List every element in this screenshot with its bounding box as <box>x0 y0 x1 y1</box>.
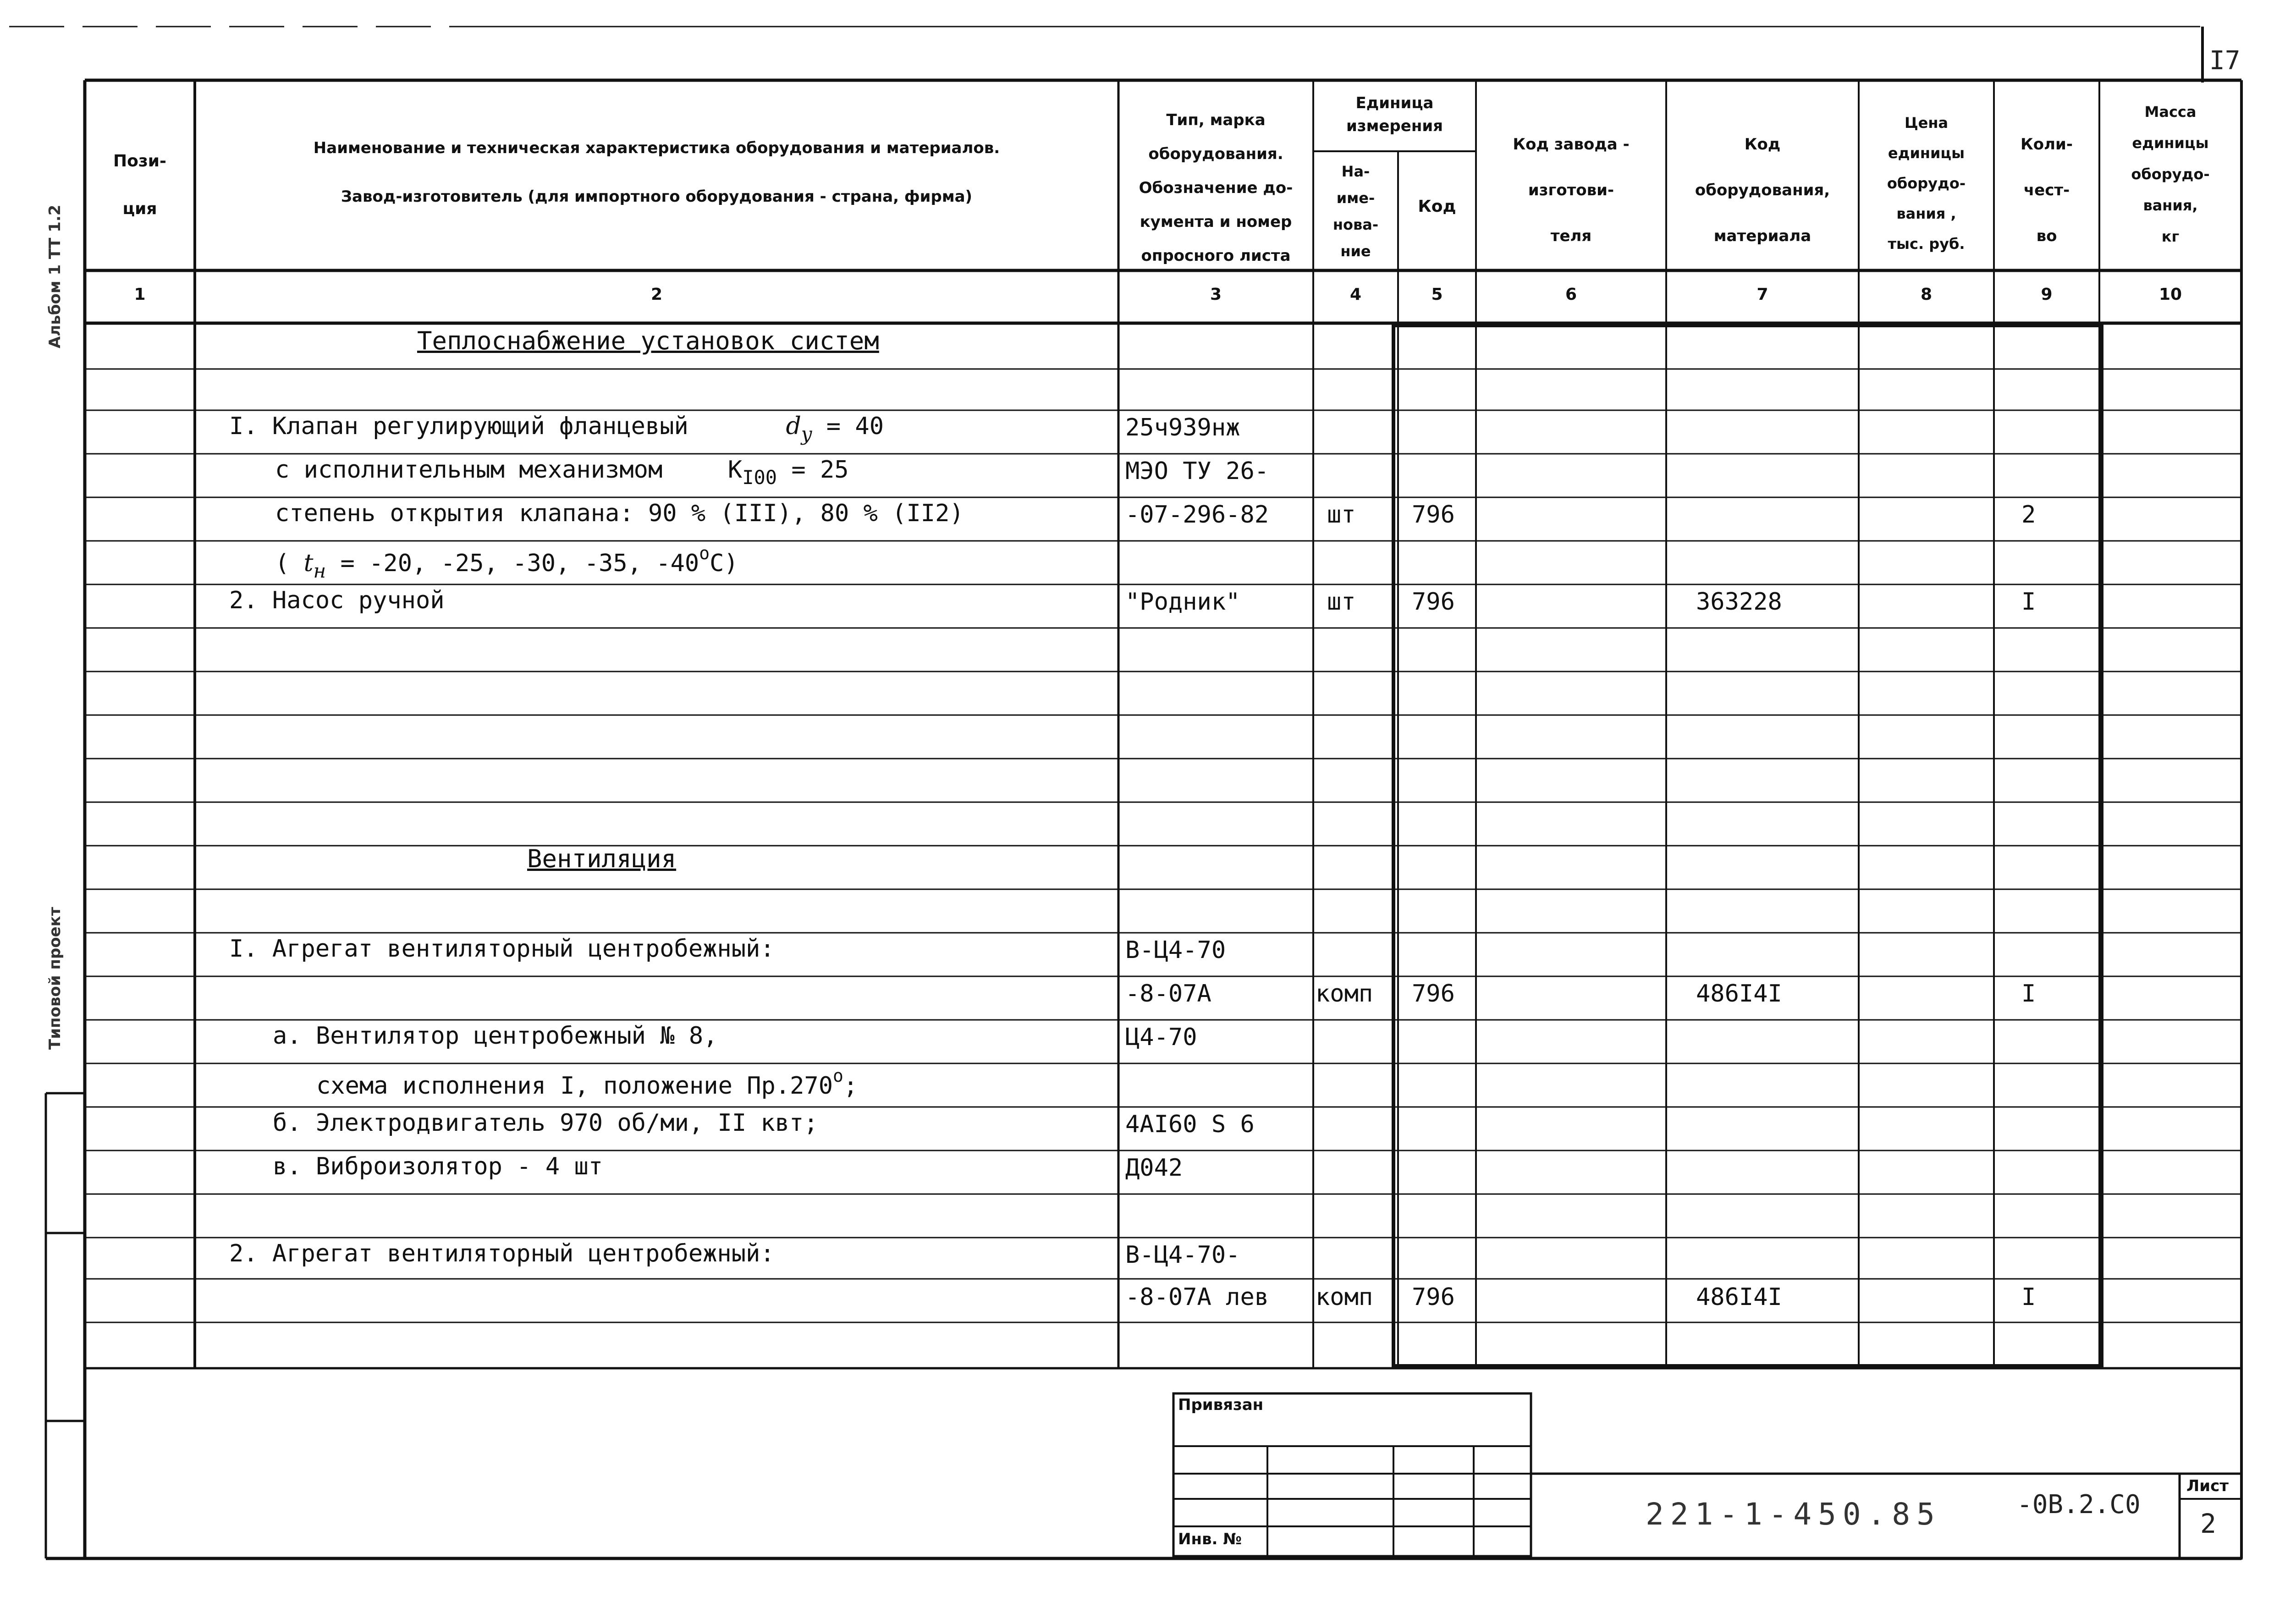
side-label-album: Альбом 1 ТТ 1.2 <box>46 204 64 348</box>
list-label: Лист <box>2186 1477 2229 1495</box>
item1-unit-code: 796 <box>1412 501 1455 528</box>
vent1-name: I. Агрегат вентиляторный центробежный: <box>229 935 775 963</box>
side-label-project: Типовой проект <box>46 907 64 1050</box>
item2-equip-code: 363228 <box>1696 588 1782 616</box>
vent1-sub-a-type: Ц4-70 <box>1125 1024 1197 1051</box>
vent1-unit-code: 796 <box>1412 980 1455 1007</box>
item1-name-line1: I. Клапан регулирующий фланцевый $d_y = 40$ <box>229 413 884 445</box>
item2-unit: шт <box>1327 588 1356 616</box>
item2-name: 2. Насос ручной <box>229 587 445 614</box>
item2-unit-code: 796 <box>1412 588 1455 616</box>
header-col4: На- име- нова- ние <box>1332 163 1379 260</box>
vent2-unit-code: 796 <box>1412 1283 1455 1311</box>
col-num-6: 6 <box>1565 285 1577 304</box>
vent1-sub-a-line1: а. Вентилятор центробежный № 8, <box>273 1022 718 1050</box>
col-num-10: 10 <box>2158 285 2182 304</box>
vent1-sub-c-type: Д042 <box>1125 1154 1183 1182</box>
vent1-sub-a-line2: схема исполнения I, положение Пр.270$^o$; <box>316 1066 858 1100</box>
header-col9: Коли- чест- во <box>2021 135 2073 245</box>
vent2-equip-code: 486I4I <box>1696 1283 1782 1311</box>
item1-type-line2: МЭО ТУ 26- <box>1125 457 1269 485</box>
header-unit-group: Единица измерения <box>1346 94 1443 135</box>
stamp-privyazan: Привязан <box>1178 1396 1264 1414</box>
col-num-3: 3 <box>1210 285 1222 304</box>
doc-code: 221-1-450.85 <box>1646 1497 1941 1532</box>
vent2-name: 2. Агрегат вентиляторный центробежный: <box>229 1240 775 1267</box>
sheet-corner-number: I7 <box>2209 46 2241 76</box>
vent2-type-line1: В-Ц4-70- <box>1125 1241 1240 1269</box>
col-num-7: 7 <box>1756 285 1768 304</box>
vent1-sub-c: в. Виброизолятор - 4 шт <box>273 1153 603 1180</box>
col-num-8: 8 <box>1920 285 1933 304</box>
vent2-unit: комп <box>1316 1283 1373 1311</box>
header-col6: Код завода - изготови- теля <box>1513 135 1630 245</box>
item1-name-line2: с исполнительным механизмом $K_{I00} = 25$ <box>275 456 849 489</box>
section-title-heat-supply: Теплоснабжение установок систем <box>417 326 879 355</box>
header-col8: Цена единицы оборудо- вания , тыс. руб. <box>1887 114 1966 253</box>
col-num-5: 5 <box>1431 285 1443 304</box>
col-num-1: 1 <box>134 285 146 304</box>
header-col5: Код <box>1418 197 1456 216</box>
item1-type-line1: 25ч939нж <box>1125 414 1240 441</box>
vent1-type-line2: -8-07А <box>1125 980 1211 1007</box>
vent2-qty: I <box>2021 1283 2036 1311</box>
header-col2: Наименование и техническая характеристика оборудования и материалов. Завод-изготовитель (для импортного оборудования - страна, фирма) <box>313 139 1000 206</box>
item1-type-line3: -07-296-82 <box>1125 501 1269 528</box>
vent1-sub-b-type: 4АI60 S 6 <box>1125 1111 1255 1138</box>
col-num-2: 2 <box>650 285 663 304</box>
header-col7: Код оборудования, материала <box>1695 135 1830 245</box>
vent1-type-line1: В-Ц4-70 <box>1125 936 1226 964</box>
item1-qty: 2 <box>2021 501 2036 528</box>
item1-unit: шт <box>1327 501 1356 528</box>
vent1-qty: I <box>2021 980 2036 1007</box>
header-col1: Пози- ция <box>113 152 166 218</box>
doc-suffix: -0В.2.С0 <box>2017 1490 2141 1519</box>
list-number: 2 <box>2200 1508 2216 1539</box>
item2-qty: I <box>2021 588 2036 616</box>
vent1-equip-code: 486I4I <box>1696 980 1782 1007</box>
header-col3: Тип, марка оборудования. Обозначение до- кумента и номер опросного листа <box>1139 111 1293 265</box>
vent1-sub-b: б. Электродвигатель 970 об/ми, II квт; <box>273 1109 818 1137</box>
vent1-unit: комп <box>1316 980 1373 1007</box>
stamp-inv-no: Инв. № <box>1178 1530 1242 1548</box>
item2-type: "Родник" <box>1125 588 1240 616</box>
item1-name-line4: ( $t_н = -20$, -25, -30, -35, -40$^o$C) <box>275 543 738 582</box>
col-num-9: 9 <box>2041 285 2053 304</box>
col-num-4: 4 <box>1349 285 1362 304</box>
item1-name-line3: степень открытия клапана: 90 % (III), 80 % (II2) <box>275 500 964 527</box>
section-title-ventilation: Вентиляция <box>527 844 677 873</box>
vent2-type-line2: -8-07А лев <box>1125 1283 1269 1311</box>
header-col10: Масса единицы оборудо- вания, кг <box>2131 103 2210 245</box>
